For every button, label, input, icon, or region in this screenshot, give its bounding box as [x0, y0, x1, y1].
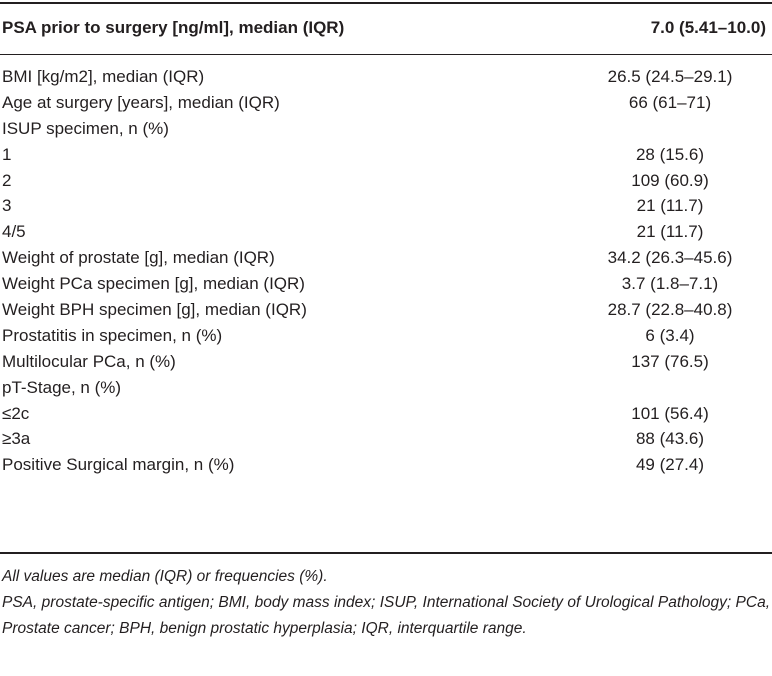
table-bottom-rule	[0, 552, 772, 554]
row-value: 137 (76.5)	[631, 351, 709, 371]
table-row	[0, 401, 772, 427]
table-row	[0, 245, 772, 271]
row-value: 66 (61–71)	[628, 92, 712, 112]
row-label: 4/5	[2, 222, 26, 242]
row-value: 49 (27.4)	[635, 455, 705, 475]
table-row	[0, 426, 772, 452]
table-row	[0, 64, 772, 90]
row-value: 26.5 (24.5–29.1)	[607, 67, 733, 86]
row-label: BMI [kg/m2], median (IQR)	[2, 67, 205, 86]
table-top-rule	[0, 2, 772, 4]
row-label: Weight BPH specimen [g], median (IQR)	[2, 300, 307, 320]
row-label: Prostatitis in specimen, n (%)	[2, 325, 223, 345]
table-footnotes	[2, 564, 770, 642]
table-row	[0, 168, 772, 194]
table-row	[0, 349, 772, 375]
table-row	[0, 116, 772, 142]
row-value: 6 (3.4)	[645, 325, 695, 345]
row-label: 3	[2, 196, 12, 216]
row-label: Positive Surgical margin, n (%)	[2, 455, 235, 475]
table-header-rule	[0, 54, 772, 55]
table-row	[0, 375, 772, 401]
row-value: 21 (11.7)	[636, 222, 704, 242]
row-value: 28.7 (22.8–40.8)	[607, 300, 733, 320]
table-row	[0, 271, 772, 297]
table-row	[0, 323, 772, 349]
row-label: ≤2c	[2, 403, 30, 423]
table-body	[0, 64, 772, 478]
row-value: 28 (15.6)	[635, 144, 705, 164]
header-value: 7.0 (5.41–10.0)	[650, 18, 766, 37]
row-value: 21 (11.7)	[636, 196, 704, 216]
table-row	[0, 452, 772, 478]
row-value: 3.7 (1.8–7.1)	[621, 274, 719, 294]
row-label: Weight PCa specimen [g], median (IQR)	[2, 274, 305, 294]
row-value: 34.2 (26.3–45.6)	[607, 248, 733, 268]
header-label: PSA prior to surgery [ng/ml], median (IQR)	[2, 18, 345, 37]
row-value: 109 (60.9)	[631, 170, 709, 190]
table-row	[0, 219, 772, 245]
row-label: 2	[2, 170, 12, 190]
row-label: Multilocular PCa, n (%)	[2, 351, 176, 371]
table-row	[0, 90, 772, 116]
row-label: ISUP specimen, n (%)	[2, 118, 169, 138]
table-header-row	[0, 10, 772, 48]
footnote-values-note: All values are median (IQR) or frequencies (%).	[2, 568, 328, 585]
row-label: pT-Stage, n (%)	[2, 377, 122, 397]
table-row	[0, 142, 772, 168]
row-label: 1	[2, 144, 12, 164]
row-label: Age at surgery [years], median (IQR)	[2, 92, 280, 112]
table-row	[0, 297, 772, 323]
table-row	[0, 193, 772, 219]
row-value: 88 (43.6)	[635, 429, 705, 449]
row-value: 101 (56.4)	[631, 403, 709, 423]
footnote-abbreviations: PSA, prostate-specific antigen; BMI, body mass index; ISUP, International Society of Urological Pathology; PCa, Prostate cancer; BPH, benign prostatic hyperplasia; IQR, interquartile range.	[2, 594, 770, 637]
row-label: Weight of prostate [g], median (IQR)	[2, 248, 275, 268]
row-label: ≥3a	[2, 429, 31, 449]
